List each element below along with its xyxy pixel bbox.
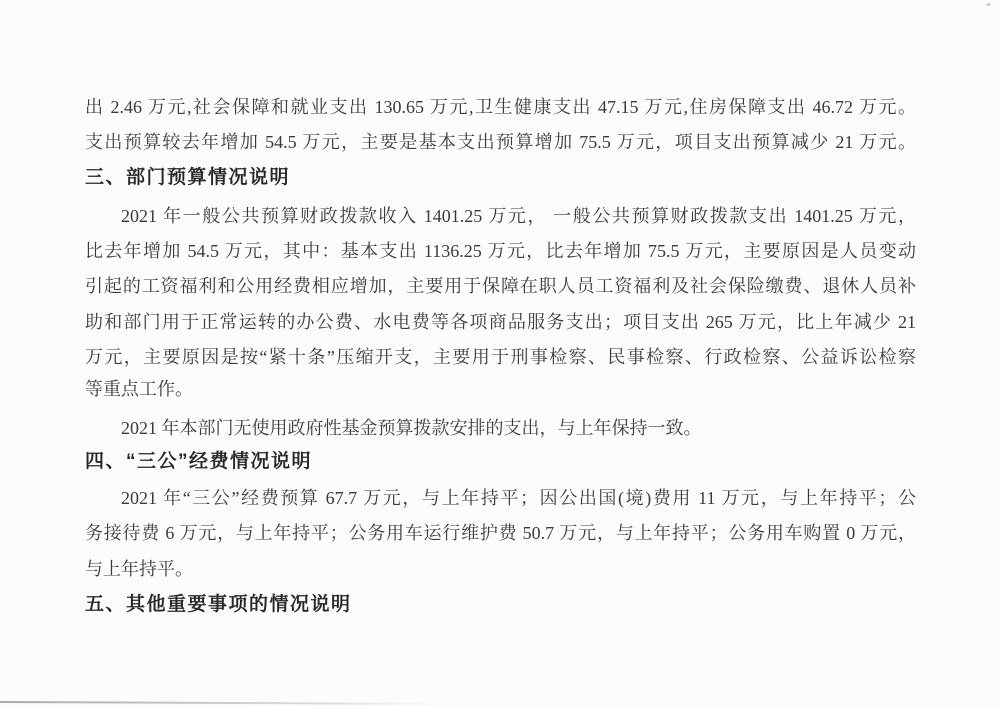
text-line: 务接待费 6 万元，与上年持平；公务用车运行维护费 50.7 万元，与上年持平；公务用车购置 0 万元， <box>85 523 916 543</box>
text-line: 支出预算较去年增加 54.5 万元，主要是基本支出预算增加 75.5 万元，项目支出预算减少 21 万元。 <box>85 132 916 152</box>
text-line: 与上年持平。 <box>85 559 193 579</box>
text-line: 助和部门用于正常运转的办公费、水电费等各项商品服务支出；项目支出 265 万元，比上年减少 21 <box>85 312 916 332</box>
scan-speck-artifact <box>986 3 991 6</box>
section-heading-other-important-matters: 五、其他重要事项的情况说明 <box>85 594 352 615</box>
text-line: 2021 年“三公”经费预算 67.7 万元，与上年持平；因公出国(境)费用 11 万元，与上年持平；公 <box>121 488 916 508</box>
text-line: 引起的工资福利和公用经费相应增加，主要用于保障在职人员工资福利及社会保险缴费、退休人员补 <box>85 276 916 296</box>
text-line: 等重点工作。 <box>85 379 193 399</box>
section-heading-three-public-expenses: 四、“三公”经费情况说明 <box>85 451 313 472</box>
section-heading-budget-overview: 三、部门预算情况说明 <box>85 167 291 188</box>
text-line: 比去年增加 54.5 万元，其中：基本支出 1136.25 万元，比去年增加 75.5 万元，主要原因是人员变动 <box>85 241 916 261</box>
text-line: 2021 年一般公共预算财政拨款收入 1401.25 万元， 一般公共预算财政拨款支出 1401.25 万元， <box>121 206 916 226</box>
scan-edge-artifact <box>0 701 445 705</box>
text-line: 万元，主要原因是按“紧十条”压缩开支，主要用于刑事检察、民事检察、行政检察、公益诉讼检察 <box>85 347 916 367</box>
text-line: 出 2.46 万元,社会保障和就业支出 130.65 万元,卫生健康支出 47.15 万元,住房保障支出 46.72 万元。 <box>85 97 916 117</box>
text-line: 2021 年本部门无使用政府性基金预算拨款安排的支出，与上年保持一致。 <box>121 418 702 438</box>
